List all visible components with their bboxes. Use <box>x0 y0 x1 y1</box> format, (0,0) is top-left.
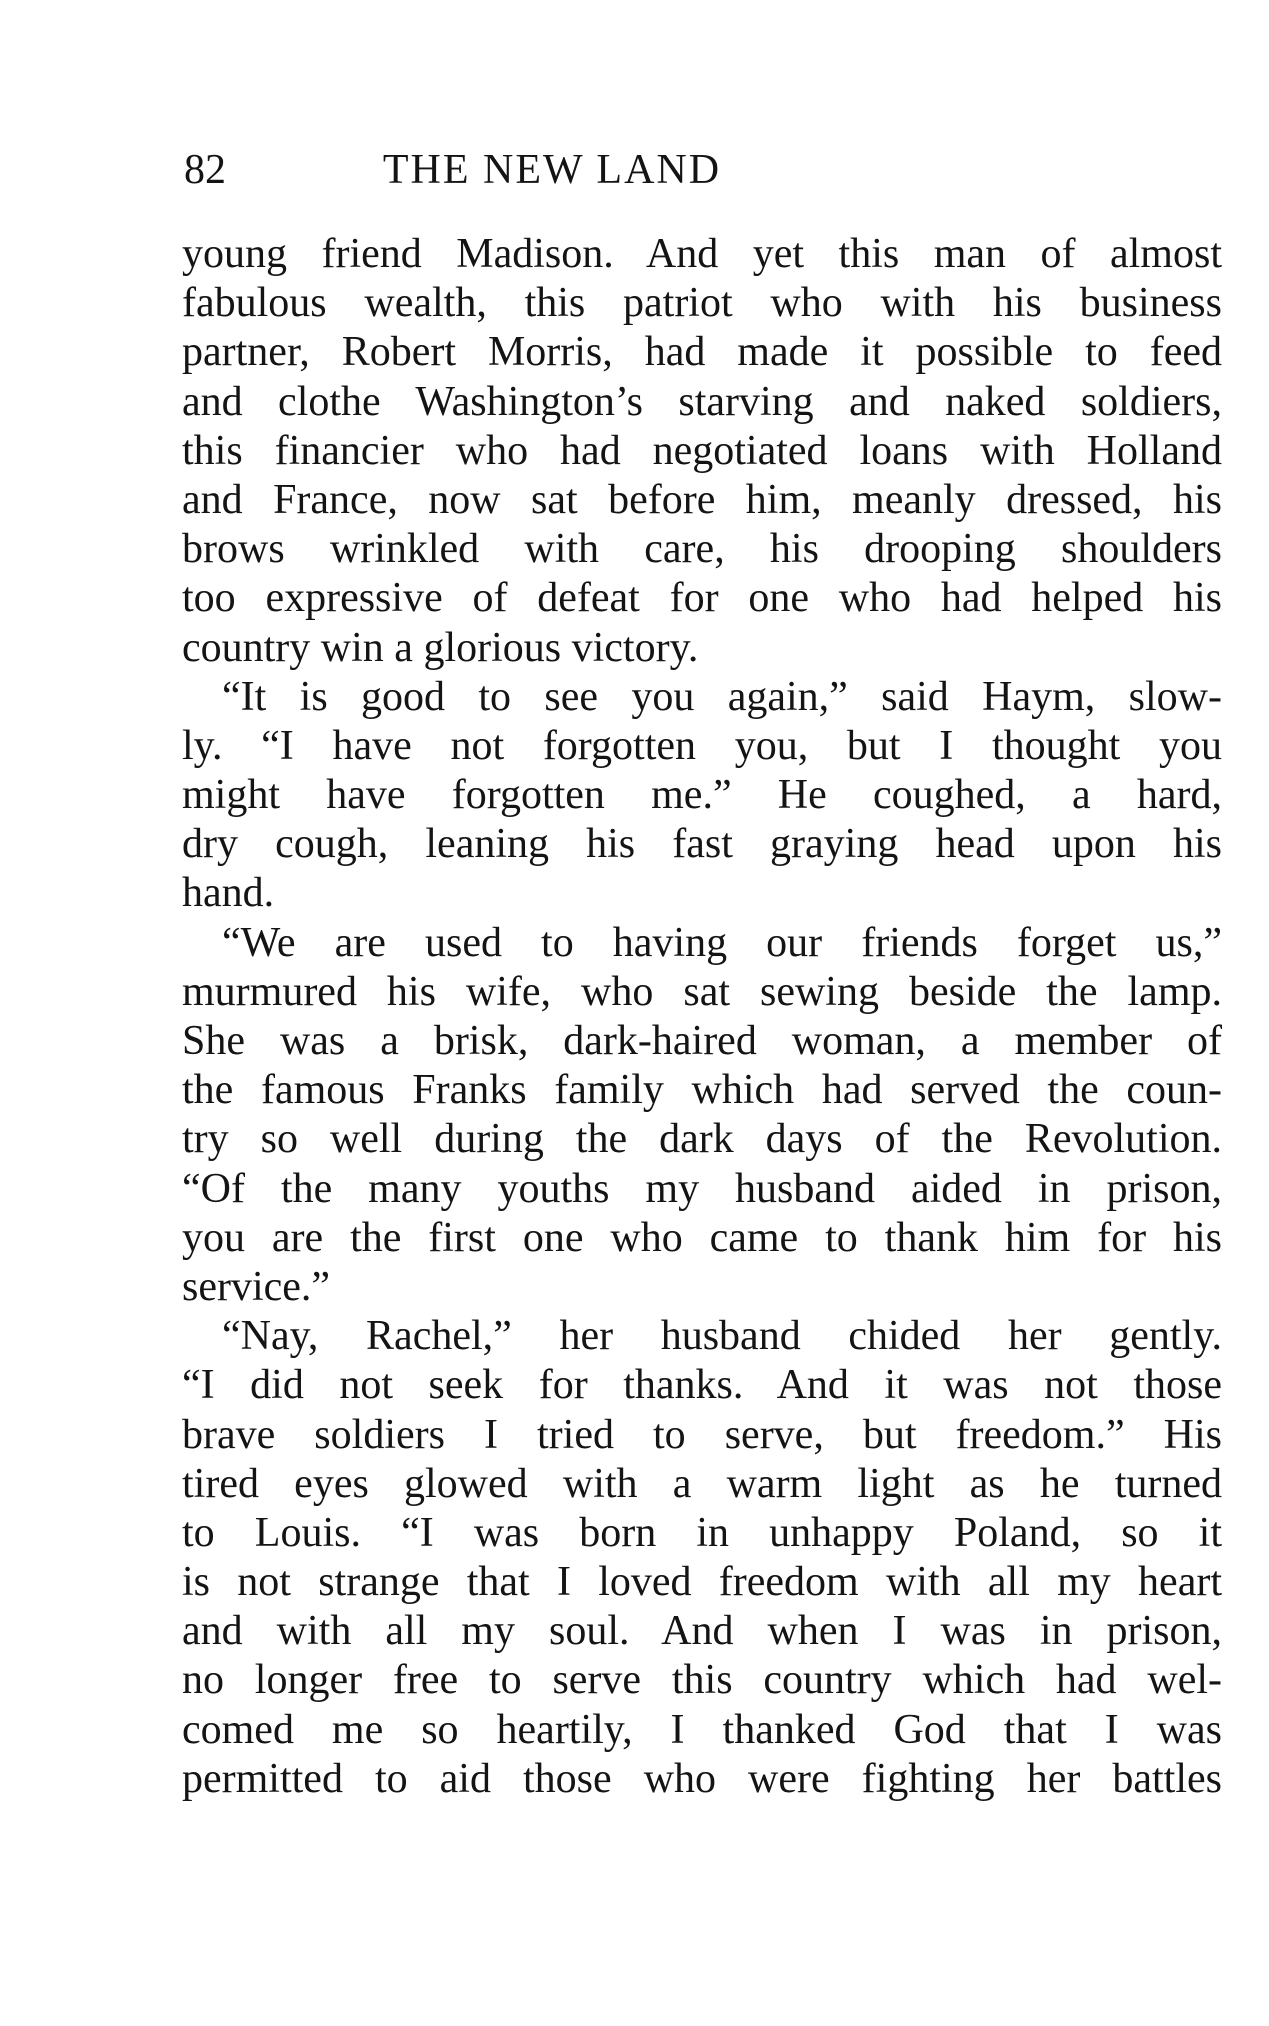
text-line: you are the first one who came to thank him for his <box>182 1214 1222 1261</box>
running-head <box>182 140 1222 200</box>
text-line: hand. <box>182 870 275 917</box>
text-line: She was a brisk, dark-haired woman, a member of <box>182 1018 1222 1064</box>
book-page <box>182 140 1222 1804</box>
text-line: the famous Franks family which had served the coun- <box>182 1067 1222 1114</box>
text-line: young friend Madison. And yet this man of almost <box>182 231 1222 277</box>
text-line: ly. “I have not forgotten you, but I thought you <box>182 722 1222 769</box>
text-line: might have forgotten me.” He coughed, a hard, <box>182 772 1222 819</box>
text-line: comed me so heartily, I thanked God that I was <box>182 1706 1222 1753</box>
page-number: 82 <box>184 147 226 193</box>
text-line: try so well during the dark days of the Revolution. <box>182 1116 1222 1163</box>
text-line: dry cough, leaning his fast graying head upon his <box>182 821 1222 868</box>
text-line: fabulous wealth, this patriot who with his business <box>182 280 1222 327</box>
text-line: tired eyes glowed with a warm light as he turned <box>182 1460 1222 1507</box>
text-line: “Nay, Rachel,” her husband chided her gently. <box>222 1313 1222 1360</box>
text-line: “Of the many youths my husband aided in prison, <box>182 1165 1222 1212</box>
text-line: no longer free to serve this country which had wel- <box>182 1657 1222 1704</box>
text-line: “I did not seek for thanks. And it was not those <box>182 1362 1222 1409</box>
text-line: and France, now sat before him, meanly dressed, his <box>182 476 1222 523</box>
text-line: too expressive of defeat for one who had helped his <box>182 575 1222 622</box>
text-line: is not strange that I loved freedom with all my heart <box>182 1559 1222 1606</box>
text-line: “It is good to see you again,” said Haym, slow- <box>222 673 1222 720</box>
text-line: to Louis. “I was born in unhappy Poland, so it <box>182 1509 1222 1556</box>
text-line: country win a glorious victory. <box>182 624 699 671</box>
text-line: “We are used to having our friends forget us,” <box>222 919 1222 966</box>
body-text <box>182 230 1222 1804</box>
text-line: brave soldiers I tried to serve, but freedom.” His <box>182 1411 1222 1458</box>
text-line: and clothe Washington’s starving and naked soldiers, <box>182 378 1222 425</box>
text-line: partner, Robert Morris, had made it possible to feed <box>182 329 1222 376</box>
text-line: and with all my soul. And when I was in prison, <box>182 1608 1222 1655</box>
text-line: murmured his wife, who sat sewing beside the lamp. <box>182 968 1222 1015</box>
text-line: brows wrinkled with care, his drooping shoulders <box>182 526 1222 573</box>
text-line: permitted to aid those who were fighting her battles <box>182 1755 1222 1802</box>
text-line: this financier who had negotiated loans with Holland <box>182 427 1222 474</box>
running-title: THE NEW LAND <box>382 147 722 193</box>
text-line: service.” <box>182 1263 331 1310</box>
